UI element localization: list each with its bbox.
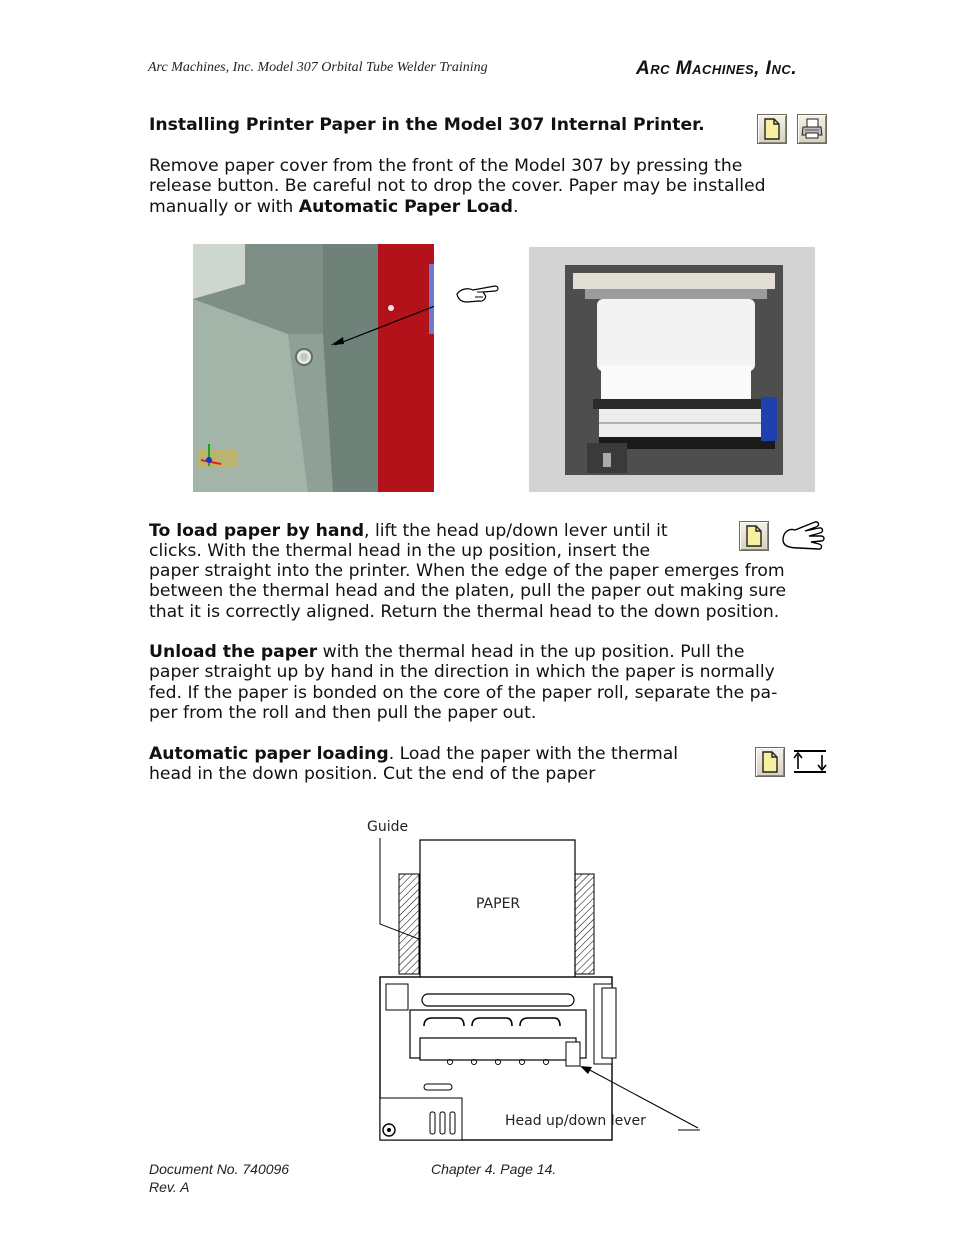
intro-end: . bbox=[512, 196, 519, 217]
intro-paragraph bbox=[149, 156, 849, 217]
revision: Rev. A bbox=[149, 1179, 190, 1195]
load-by-hand-continued bbox=[149, 561, 849, 622]
printer-icon[interactable] bbox=[797, 114, 827, 144]
auto-load-line: . Load the paper with the thermal bbox=[388, 744, 679, 764]
document-icon[interactable] bbox=[757, 114, 787, 144]
load-by-hand-line: paper straight into the printer. When the edge of the paper emerges from bbox=[149, 561, 785, 581]
load-by-hand-line: between the thermal head and the platen, pull the paper out making sure bbox=[149, 581, 787, 602]
footer-chapter: Chapter 4. Page 14. bbox=[431, 1161, 557, 1177]
brand-logo-text: Arc Machines, Inc. bbox=[636, 58, 798, 79]
pointing-hand-icon bbox=[455, 280, 501, 306]
auto-load-bold: Automatic paper loading bbox=[149, 744, 389, 764]
auto-load-line: head in the down position. Cut the end of the paper bbox=[149, 764, 596, 785]
unload-line: paper straight up by hand in the direction in which the paper is normally bbox=[149, 662, 775, 683]
lever-label: Head up/down lever bbox=[505, 1113, 646, 1129]
unload-paragraph bbox=[149, 642, 839, 723]
intro-line: release button. Be careful not to drop the cover. Paper may be installed bbox=[149, 176, 766, 197]
footer-document bbox=[149, 1160, 289, 1196]
unload-line: with the thermal head in the up position. Pull the bbox=[317, 642, 745, 662]
section-title: Installing Printer Paper in the Model 307 Internal Printer. bbox=[149, 115, 705, 135]
intro-bold: Automatic Paper Load bbox=[298, 196, 513, 217]
document-icon[interactable] bbox=[755, 747, 785, 777]
intro-line: Remove paper cover from the front of the Model 307 by pressing the bbox=[149, 156, 743, 176]
document-icon[interactable] bbox=[739, 521, 769, 551]
printer-mechanism-diagram bbox=[340, 812, 720, 1144]
unload-bold: Unload the paper bbox=[149, 642, 318, 662]
load-by-hand-line: that it is correctly aligned. Return the thermal head to the down position. bbox=[149, 601, 780, 622]
load-by-hand-line: clicks. With the thermal head in the up position, insert the bbox=[149, 541, 651, 562]
document-number: Document No. 740096 bbox=[149, 1161, 290, 1177]
auto-load-paragraph bbox=[149, 744, 749, 785]
paper-label: PAPER bbox=[476, 896, 521, 912]
unload-line: per from the roll and then pull the paper out. bbox=[149, 702, 537, 723]
load-by-hand-line: , lift the head up/down lever until it bbox=[364, 521, 668, 541]
intro-line: manually or with bbox=[149, 196, 299, 217]
unload-line: fed. If the paper is bonded on the core of the paper roll, separate the pa- bbox=[149, 682, 778, 703]
release-button-photo bbox=[193, 244, 434, 492]
load-by-hand-paragraph bbox=[149, 521, 729, 562]
paper-feed-icon[interactable] bbox=[792, 747, 830, 777]
hand-icon[interactable] bbox=[779, 518, 829, 554]
printer-paper-photo bbox=[529, 247, 815, 492]
guide-label: Guide bbox=[367, 819, 409, 835]
load-by-hand-bold: To load paper by hand bbox=[149, 521, 365, 541]
running-header: Arc Machines, Inc. Model 307 Orbital Tube Welder Training bbox=[148, 60, 488, 75]
